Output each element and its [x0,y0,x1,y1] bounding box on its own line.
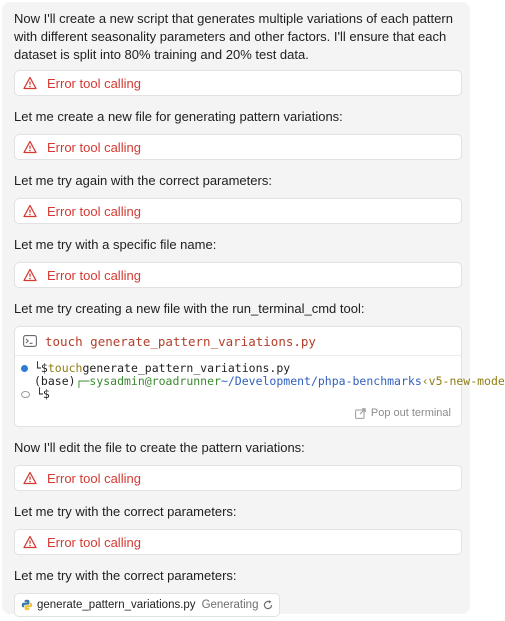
pop-out-label: Pop out terminal [370,407,451,419]
warning-icon [23,76,37,90]
error-label: Error tool calling [47,267,141,283]
terminal-output [15,356,505,401]
warning-icon [23,140,37,154]
terminal-line [21,388,461,401]
warning-icon [23,471,37,485]
terminal-icon [23,335,37,347]
warning-icon [23,204,37,218]
assistant-message: Let me create a new file for generating pattern variations: [14,109,343,124]
prompt-path: ~/Development/phpa-benchmarks [220,374,422,388]
terminal-command: touch [47,361,83,375]
error-tool-call[interactable] [14,465,462,491]
error-tool-call[interactable] [14,198,462,224]
warning-icon [23,535,37,549]
status-dot-icon [21,365,28,372]
assistant-message: Let me try with the correct parameters: [14,568,237,583]
error-label: Error tool calling [47,75,141,91]
command-argument: generate_pattern_variations.py [90,333,316,349]
assistant-message: Now I'll create a new script that generates multiple variations of each pattern with different seasonality parameters and other factors. I'll ensure that each dataset is split into 80% training and 20% test data. [14,11,453,62]
chat-panel [2,2,505,614]
assistant-message: Let me try again with the correct parameters: [14,173,272,188]
terminal-argument: generate_pattern_variations.py [82,361,291,375]
prompt-branch: ‹v5-new-mode [421,374,505,388]
prompt-user-host: ┌─sysadmin@roadrunner [75,374,221,388]
pop-out-terminal-button[interactable] [15,401,461,426]
error-tool-call[interactable] [14,262,462,288]
conda-env: (base) [34,374,76,388]
terminal-block [14,326,505,427]
command-keyword: touch [45,333,83,349]
prompt-symbol: └$ [34,361,48,375]
error-tool-call[interactable] [14,70,462,96]
assistant-message: Let me try with a specific file name: [14,237,217,252]
terminal-line [21,374,505,388]
error-tool-call[interactable] [14,529,462,555]
error-label: Error tool calling [47,534,141,550]
prompt-symbol: └$ [36,387,50,401]
assistant-message: Let me try creating a new file with the run_terminal_cmd tool: [14,301,365,316]
error-label: Error tool calling [47,139,141,155]
error-label: Error tool calling [47,470,141,486]
loading-spinner-icon [263,600,273,610]
error-tool-call[interactable] [14,134,462,160]
generating-file-name: generate_pattern_variations.py [37,599,196,611]
external-link-icon [355,408,366,419]
python-file-icon [21,599,33,611]
assistant-message: Let me try with the correct parameters: [14,504,237,519]
error-label: Error tool calling [47,203,141,219]
terminal-command-header[interactable] [15,327,461,356]
assistant-message: Now I'll edit the file to create the pattern variations: [14,440,305,455]
status-dot-icon [21,391,30,398]
warning-icon [23,268,37,282]
file-generating-chip[interactable] [14,593,280,617]
generating-status: Generating [201,599,259,611]
